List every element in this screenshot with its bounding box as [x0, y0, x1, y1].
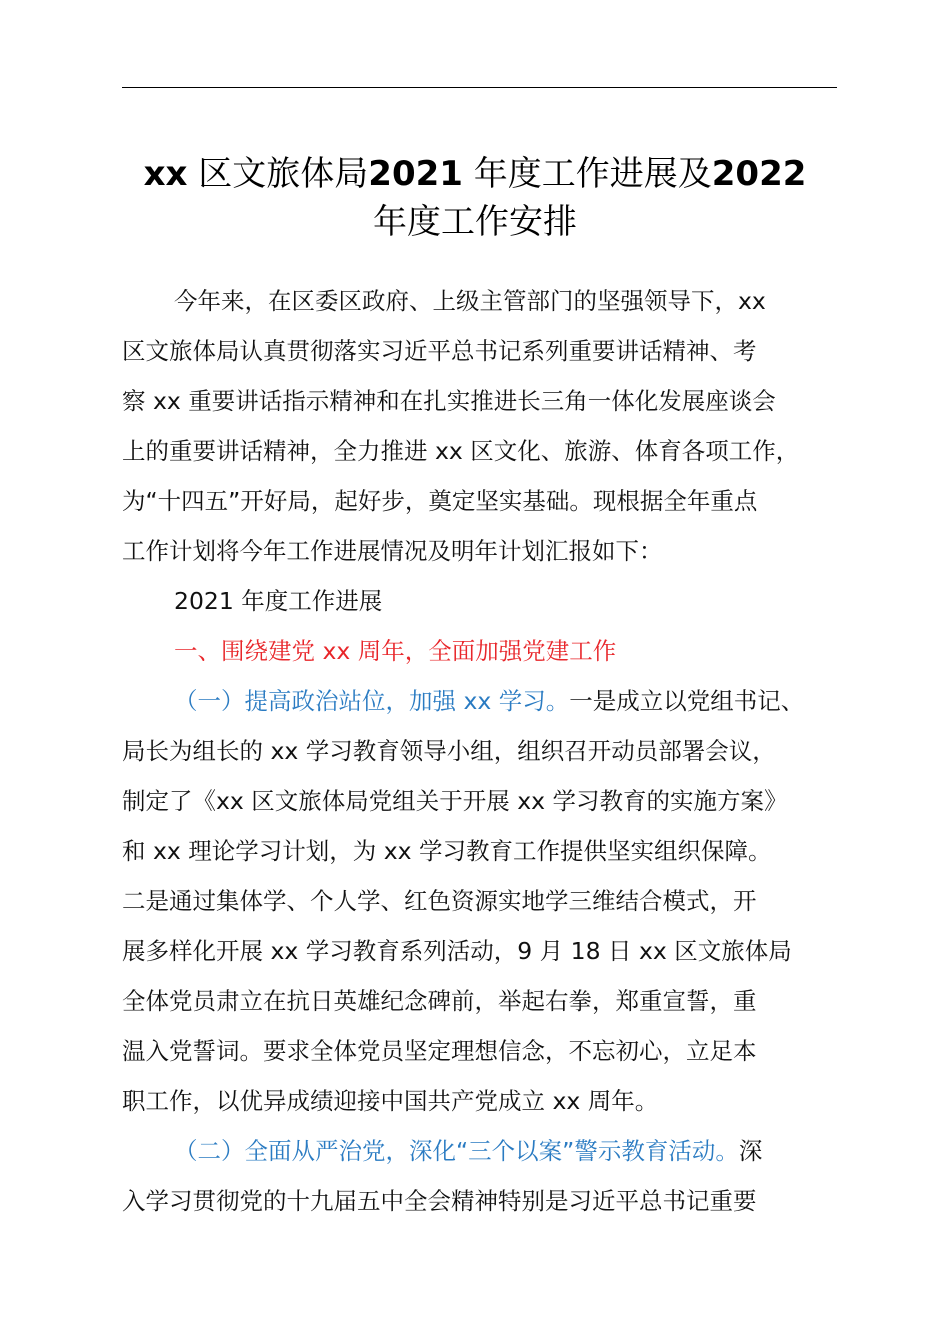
item-two-heading: （二）全面从严治党，深化“三个以案”警示教育活动。 [174, 1137, 739, 1165]
item-one-line: 温入党誓词。要求全体党员坚定理想信念，不忘初心，立足本 [122, 1037, 757, 1065]
item-one-line: 局长为组长的 xx 学习教育领导小组，组织召开动员部署会议， [122, 737, 776, 765]
intro-line: 察 xx 重要讲话指示精神和在扎实推进长三角一体化发展座谈会 [122, 387, 776, 415]
part-one-heading: 一、围绕建党 xx 周年，全面加强党建工作 [174, 637, 617, 665]
title-part-xx: xx [143, 154, 188, 194]
intro-line: 上的重要讲话精神，全力推进 xx 区文化、旅游、体育各项工作， [122, 437, 800, 465]
title-part-bureau: 区文旅体局 [198, 154, 369, 194]
item-one-first-line-rest: 一是成立以党组书记、 [569, 687, 805, 715]
item-two-first-line [174, 1126, 902, 1176]
item-two-first-line-rest: 深 [738, 1137, 763, 1165]
intro-line: 区文旅体局认真贯彻落实习近平总书记系列重要讲话精神、考 [122, 337, 757, 365]
item-one-line: 制定了《xx 区文旅体局党组关于开展 xx 学习教育的实施方案》 [122, 787, 788, 815]
document-title-line-1 [0, 154, 950, 194]
item-one-line: 和 xx 理论学习计划，为 xx 学习教育工作提供坚实组织保障。 [122, 837, 772, 865]
title-part-year-2022: 2022 [711, 154, 807, 194]
item-one-line: 职工作，以优异成绩迎接中国共产党成立 xx 周年。 [122, 1087, 659, 1115]
intro-line: 工作计划将今年工作进展情况及明年计划汇报如下： [122, 537, 663, 565]
item-one-heading: （一）提高政治站位，加强 xx 学习。 [174, 687, 570, 715]
intro-line: 今年来，在区委区政府、上级主管部门的坚强领导下，xx [174, 287, 766, 315]
item-one-line: 展多样化开展 xx 学习教育系列活动，9 月 18 日 xx 区文旅体局 [122, 937, 792, 965]
item-one-first-line [174, 676, 902, 726]
item-one-line: 全体党员肃立在抗日英雄纪念碑前，举起右拳，郑重宣誓，重 [122, 987, 757, 1015]
title-part-progress: 年度工作进展及 [473, 154, 712, 194]
item-two-line: 入学习贯彻党的十九届五中全会精神特别是习近平总书记重要 [122, 1187, 757, 1215]
intro-line: 为“十四五”开好局，起好步，奠定坚实基础。现根据全年重点 [122, 487, 758, 515]
document-title-line-2: 年度工作安排 [373, 202, 577, 242]
title-part-year-2021: 2021 [368, 154, 463, 194]
item-one-line: 二是通过集体学、个人学、红色资源实地学三维结合模式，开 [122, 887, 757, 915]
header-rule [122, 87, 837, 88]
section-heading: 2021 年度工作进展 [174, 587, 383, 615]
